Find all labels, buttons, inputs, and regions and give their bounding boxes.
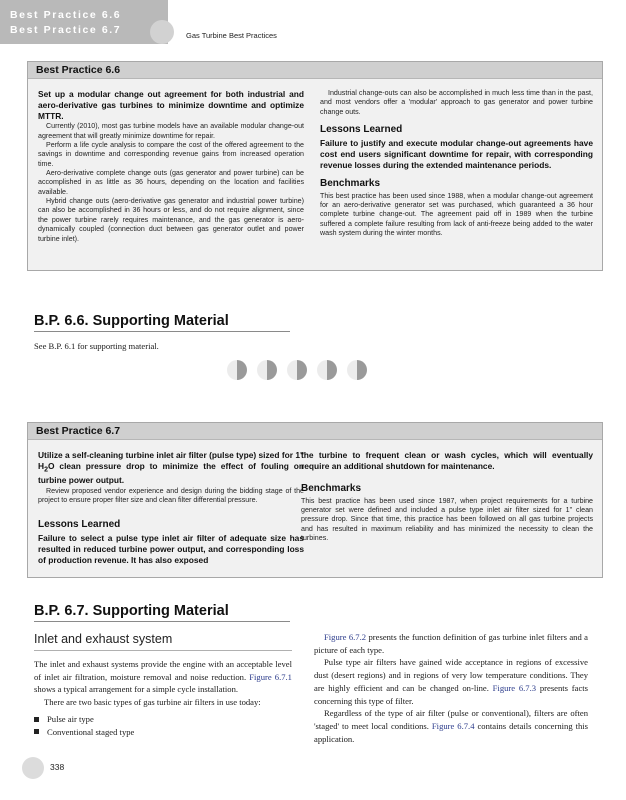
bullet-text: Conventional staged type xyxy=(47,726,135,737)
separator-dot xyxy=(227,360,247,380)
separator-dot xyxy=(287,360,307,380)
page-number-circle xyxy=(22,757,44,779)
section-heading: B.P. 6.6. Supporting Material xyxy=(34,313,229,329)
bp66-lead: Set up a modular change out agreement for both industrial and aero-derivative gas turbines to minimize downtime and optimize MTTR. xyxy=(38,89,304,121)
benchmarks-heading: Benchmarks xyxy=(301,482,362,494)
paragraph xyxy=(314,631,588,656)
bp67-right-column xyxy=(301,450,593,543)
section-text: See B.P. 6.1 for supporting material. xyxy=(34,341,159,351)
lessons-learned-heading: Lessons Learned xyxy=(38,518,121,530)
right-text-column xyxy=(314,631,588,745)
bullet-item xyxy=(34,726,292,739)
benchmarks-heading: Benchmarks xyxy=(320,177,381,189)
text-run: Regardless of the type of air filter (pulse or conventional), filters are often 'staged' to meet local conditions. xyxy=(314,708,588,732)
running-title: Gas Turbine Best Practices xyxy=(186,31,277,40)
paragraph xyxy=(314,707,588,745)
bullet-square-icon xyxy=(34,717,39,722)
text-run: presents facts concerning this type of filter. xyxy=(314,682,588,706)
left-text-column xyxy=(34,658,292,738)
bp66-right-column xyxy=(320,89,593,239)
figure-link[interactable]: Figure 6.7.1 xyxy=(249,671,292,682)
lessons-learned-heading: Lessons Learned xyxy=(320,124,403,136)
section-rule xyxy=(34,621,290,622)
bp66-paragraph: Aero-derivative complete change outs (gas generator and power turbine) can be accomplished in as little as 36 hours, depending on the location and facilities available. xyxy=(38,169,304,196)
figure-link[interactable]: Figure 6.7.3 xyxy=(492,682,537,693)
header-tab-line2: Best Practice 6.7 xyxy=(10,24,122,36)
lead-subscript: 2 xyxy=(44,466,48,474)
bp66-paragraph: Perform a life cycle analysis to compare the cost of the offered agreement to the savings in downtime and corresponding revenue gains from increased operation time. xyxy=(38,140,304,168)
lessons-learned-text: Failure to select a pulse type inlet air filter of adequate size has resulted in reduced turbine power output, and corresponding loss of production revenue. It has also exposed xyxy=(38,533,304,565)
bp67-paragraph: Review proposed vendor experience and design during the bidding stage of the project to ensure proper filter size and clean filter differential pressure. xyxy=(38,487,304,505)
page-number: 338 xyxy=(50,762,65,772)
bullet-square-icon xyxy=(34,729,39,734)
bp66-paragraph: Industrial change-outs can also be accomplished in much less time than in the past, and most vendors offer a 'modular' approach to gas generator and power turbine change outs. xyxy=(320,89,593,116)
text-run: The inlet and exhaust systems provide the engine with an acceptable level of inlet air filtration, moisture removal and noise reduction. xyxy=(34,659,292,682)
subsection-rule xyxy=(34,650,292,651)
section-heading: B.P. 6.7. Supporting Material xyxy=(34,603,229,619)
text-run: presents the function definition of gas turbine inlet filters and a picture of each type. xyxy=(314,632,588,655)
paragraph xyxy=(34,658,292,696)
text-run: contains details concerning this application. xyxy=(314,721,589,744)
paragraph xyxy=(314,656,588,707)
bp66-paragraph: Hybrid change outs (aero-derivative gas generator and industrial power turbine) can also be accomplished in 36 hours or less, and do not require alignment, since the power turbine rarely requires maintenance, and the gas generator is aero-dynamically coupled (connection duct between gas generator outlet and power turbine inlet). xyxy=(38,197,304,243)
lessons-learned-text: Failure to justify and execute modular change-out agreements have cost end users significant downtime for repair, with corresponding revenue losses during the extended maintenance periods. xyxy=(320,138,593,170)
box-title: Best Practice 6.6 xyxy=(28,62,602,79)
bp66-left-column xyxy=(38,89,304,244)
header-tab xyxy=(0,0,168,44)
text-run: Pulse type air filters have gained wide acceptance in regions of excessive dust (desert regions) and in regions of very low temperature conditions. They are highly efficient and can be changed on-line. xyxy=(314,657,588,693)
box-title: Best Practice 6.7 xyxy=(28,423,602,440)
bullet-item xyxy=(34,713,292,726)
separator-dot xyxy=(347,360,367,380)
text-run: shows a typical arrangement for a simple cycle installation. xyxy=(34,684,239,695)
figure-link[interactable]: Figure 6.7.2 xyxy=(324,632,367,642)
benchmarks-text: This best practice has been used since 1988, when a modular change-out agreement for an aero-derivative generator set was purchased, which guaranteed a 36 hour complete turbine change-out. The agreement paid off in 1989 when the turbine suffered a complete failure resulting from lack of anti-freeze being added to the water wash system during the winter months. xyxy=(320,191,593,238)
section-rule xyxy=(34,331,290,332)
benchmarks-text: This best practice has been used since 1987, when project requirements for a turbine generator set were defined and included a pulse type inlet air filter sized for 1" clean pressure drop. Since that time, this practice has been followed on all gas turbine projects and has resulted in maximum reliability and has minimized the necessity to clean the turbines. xyxy=(301,496,593,543)
separator-dot xyxy=(317,360,337,380)
lead-part: Utilize a self-cleaning turbine inlet air filter (pulse type) sized for 1" H xyxy=(38,450,304,471)
header-tab-line1: Best Practice 6.6 xyxy=(10,9,122,21)
bp67-left-column xyxy=(38,450,304,565)
figure-link[interactable]: Figure 6.7.4 xyxy=(431,721,475,732)
paragraph: There are two basic types of gas turbine air filters in use today: xyxy=(44,697,261,708)
separator-dot xyxy=(257,360,277,380)
subsection-heading: Inlet and exhaust system xyxy=(34,632,173,646)
header-circle-decoration xyxy=(150,20,174,44)
best-practice-6-6-box xyxy=(27,61,603,271)
best-practice-6-7-box xyxy=(27,422,603,578)
bp66-paragraph: Currently (2010), most gas turbine models have an available modular change-out agreement that will greatly minimize downtime for repair. xyxy=(38,122,304,140)
bullet-text: Pulse air type xyxy=(47,713,94,724)
bp67-lead-continued: the turbine to frequent clean or wash cycles, which will eventually require an additional shutdown for maintenance. xyxy=(301,450,593,471)
lead-part: O clean pressure drop to minimize the effect of fouling on turbine power output. xyxy=(38,460,304,486)
bp67-lead xyxy=(38,450,304,486)
